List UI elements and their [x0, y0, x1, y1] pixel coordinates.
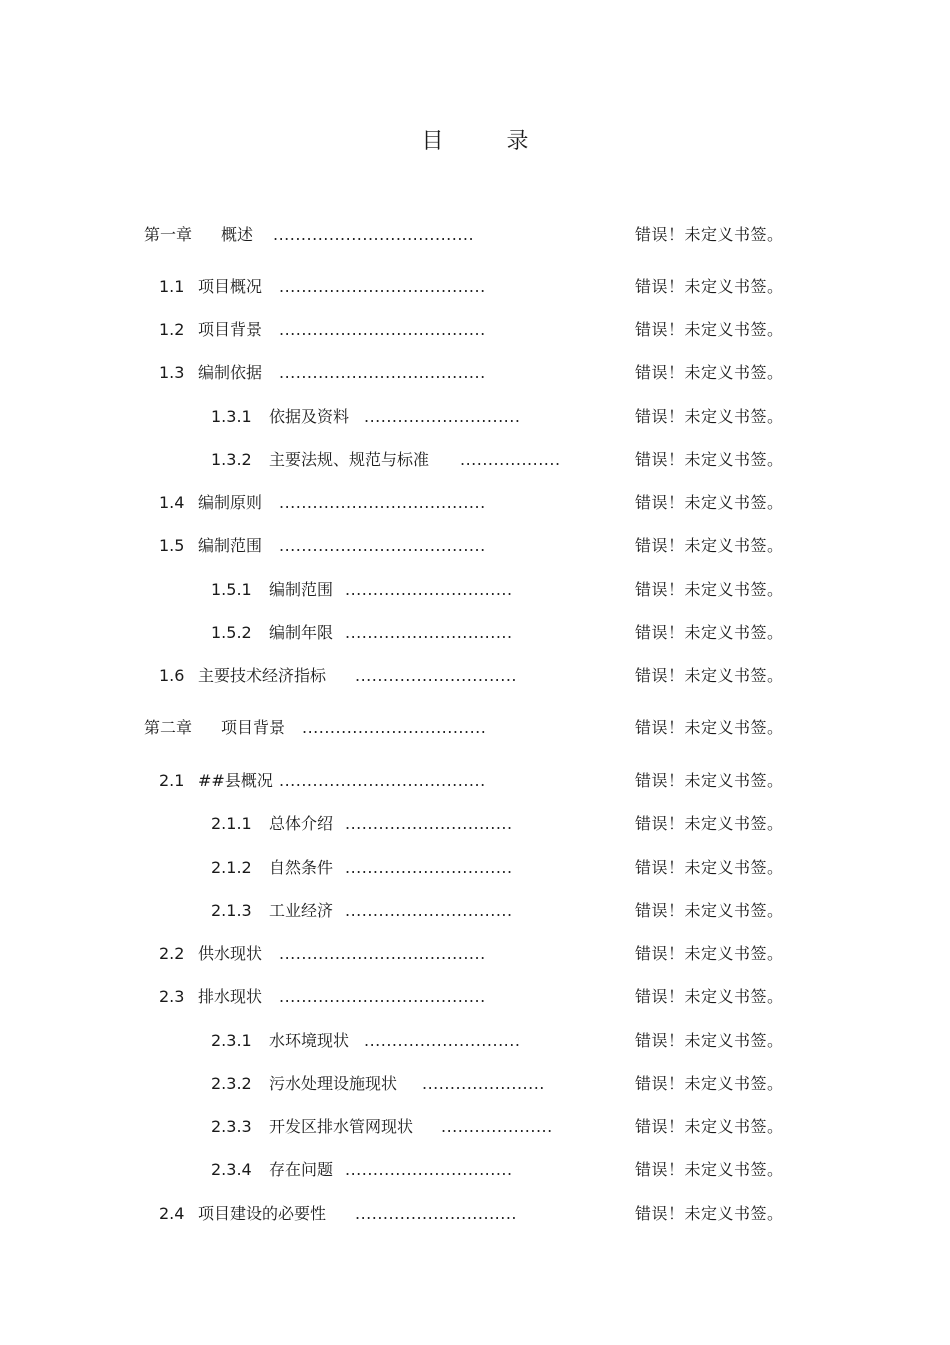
- toc-entry-2-1-1[interactable]: [0, 812, 950, 836]
- toc-page-ref: 错误！未定义书签。: [635, 987, 784, 1006]
- toc-leader-dots: .....................................: [279, 363, 486, 382]
- toc-leader-dots: .....................................: [279, 320, 486, 339]
- toc-leader-dots: ..............................: [345, 858, 513, 877]
- toc-leader-dots: ..............................: [345, 901, 513, 920]
- toc-leader-dots: ....................: [441, 1117, 553, 1136]
- toc-entry-1-3-1[interactable]: [0, 405, 950, 429]
- toc-leader-dots: ....................................: [273, 225, 475, 244]
- toc-entry-number: 2.3.3: [211, 1117, 252, 1136]
- toc-leader-dots: .............................: [355, 1204, 517, 1223]
- toc-leader-dots: .....................................: [279, 277, 486, 296]
- toc-entry-title: 主要技术经济指标: [198, 666, 327, 685]
- toc-page-ref: 错误！未定义书签。: [635, 580, 784, 599]
- toc-entry-1-6[interactable]: [0, 664, 950, 688]
- toc-entry-number: 2.1: [159, 771, 185, 790]
- toc-page-ref: 错误！未定义书签。: [635, 493, 784, 512]
- toc-entry-number: 1.5.1: [211, 580, 252, 599]
- toc-entry-2-3[interactable]: [0, 985, 950, 1009]
- toc-entry-number: 1.3.2: [211, 450, 252, 469]
- toc-page-ref: 错误！未定义书签。: [635, 1160, 784, 1179]
- toc-leader-dots: ......................: [422, 1074, 545, 1093]
- toc-leader-dots: .....................................: [279, 493, 486, 512]
- toc-entry-1-3-2[interactable]: [0, 448, 950, 472]
- toc-entry-title: 工业经济: [269, 901, 334, 920]
- toc-entry-1-4[interactable]: [0, 491, 950, 515]
- toc-entry-title: 项目背景: [221, 718, 286, 737]
- toc-leader-dots: ............................: [364, 1031, 521, 1050]
- toc-leader-dots: ..............................: [345, 814, 513, 833]
- toc-page-ref: 错误！未定义书签。: [635, 1074, 784, 1093]
- toc-leader-dots: .....................................: [279, 944, 486, 963]
- toc-entry-2-3-4[interactable]: [0, 1158, 950, 1182]
- toc-page-ref: 错误！未定义书签。: [635, 277, 784, 296]
- toc-entry-number: 2.1.2: [211, 858, 252, 877]
- toc-entry-1-3[interactable]: [0, 361, 950, 385]
- toc-entry-title: 污水处理设施现状: [269, 1074, 398, 1093]
- toc-page-ref: 错误！未定义书签。: [635, 450, 784, 469]
- toc-entry-ch1[interactable]: [0, 223, 950, 247]
- toc-title: 目 录: [421, 129, 557, 154]
- toc-entry-title: 自然条件: [269, 858, 334, 877]
- toc-entry-number: 1.5: [159, 536, 185, 555]
- toc-entry-title: 项目概况: [198, 277, 263, 296]
- toc-entry-title: 水环境现状: [269, 1031, 350, 1050]
- toc-page-ref: 错误！未定义书签。: [635, 944, 784, 963]
- toc-entry-2-3-3[interactable]: [0, 1115, 950, 1139]
- toc-page-ref: 错误！未定义书签。: [635, 901, 784, 920]
- toc-entry-number: 2.3.2: [211, 1074, 252, 1093]
- toc-page-ref: 错误！未定义书签。: [635, 1031, 784, 1050]
- toc-page-ref: 错误！未定义书签。: [635, 1117, 784, 1136]
- toc-entry-2-4[interactable]: [0, 1202, 950, 1226]
- toc-entry-2-2[interactable]: [0, 942, 950, 966]
- toc-entry-2-3-1[interactable]: [0, 1029, 950, 1053]
- toc-page-ref: 错误！未定义书签。: [635, 814, 784, 833]
- toc-page-ref: 错误！未定义书签。: [635, 225, 784, 244]
- toc-entry-number: 1.2: [159, 320, 185, 339]
- toc-entry-number: 2.3.1: [211, 1031, 252, 1050]
- toc-entry-number: 第一章: [144, 225, 193, 244]
- toc-entry-number: 1.3: [159, 363, 185, 382]
- toc-leader-dots: .....................................: [279, 987, 486, 1006]
- toc-entry-number: 2.3.4: [211, 1160, 252, 1179]
- toc-entry-1-1[interactable]: [0, 275, 950, 299]
- toc-entry-title: 供水现状: [198, 944, 263, 963]
- toc-entry-number: 1.3.1: [211, 407, 252, 426]
- toc-page-ref: 错误！未定义书签。: [635, 363, 784, 382]
- toc-entry-title: 项目背景: [198, 320, 263, 339]
- toc-page-ref: 错误！未定义书签。: [635, 1204, 784, 1223]
- toc-leader-dots: .............................: [355, 666, 517, 685]
- toc-leader-dots: ..............................: [345, 1160, 513, 1179]
- toc-page-ref: 错误！未定义书签。: [635, 407, 784, 426]
- toc-leader-dots: .................................: [302, 718, 487, 737]
- toc-page-ref: 错误！未定义书签。: [635, 718, 784, 737]
- toc-page-ref: 错误！未定义书签。: [635, 623, 784, 642]
- toc-entry-number: 1.5.2: [211, 623, 252, 642]
- toc-leader-dots: ..............................: [345, 580, 513, 599]
- toc-entry-title: 编制依据: [198, 363, 263, 382]
- toc-entry-1-5[interactable]: [0, 534, 950, 558]
- toc-entry-2-3-2[interactable]: [0, 1072, 950, 1096]
- toc-entry-2-1-3[interactable]: [0, 899, 950, 923]
- toc-entry-title: ##县概况: [198, 771, 273, 790]
- toc-entry-title: 存在问题: [269, 1160, 334, 1179]
- toc-entry-number: 1.4: [159, 493, 185, 512]
- toc-entry-title: 排水现状: [198, 987, 263, 1006]
- toc-entry-title: 总体介绍: [269, 814, 334, 833]
- toc-entry-1-2[interactable]: [0, 318, 950, 342]
- toc-page-ref: 错误！未定义书签。: [635, 858, 784, 877]
- toc-entry-2-1-2[interactable]: [0, 856, 950, 880]
- toc-leader-dots: ............................: [364, 407, 521, 426]
- toc-entry-ch2[interactable]: [0, 716, 950, 740]
- toc-page-ref: 错误！未定义书签。: [635, 666, 784, 685]
- toc-leader-dots: ..................: [460, 450, 561, 469]
- toc-entry-title: 编制范围: [269, 580, 334, 599]
- toc-entry-title: 依据及资料: [269, 407, 350, 426]
- toc-entry-1-5-2[interactable]: [0, 621, 950, 645]
- toc-entry-number: 2.3: [159, 987, 185, 1006]
- toc-leader-dots: ..............................: [345, 623, 513, 642]
- toc-entry-number: 2.1.3: [211, 901, 252, 920]
- toc-entry-number: 1.1: [159, 277, 185, 296]
- toc-page-ref: 错误！未定义书签。: [635, 536, 784, 555]
- toc-entry-title: 项目建设的必要性: [198, 1204, 327, 1223]
- toc-entry-2-1[interactable]: [0, 769, 950, 793]
- toc-entry-number: 第二章: [144, 718, 193, 737]
- toc-entry-number: 1.6: [159, 666, 185, 685]
- toc-leader-dots: .....................................: [279, 536, 486, 555]
- toc-entry-number: 2.4: [159, 1204, 185, 1223]
- toc-entry-title: 主要法规、规范与标准: [269, 450, 430, 469]
- toc-entry-title: 编制范围: [198, 536, 263, 555]
- toc-entry-number: 2.1.1: [211, 814, 252, 833]
- toc-entry-title: 开发区排水管网现状: [269, 1117, 414, 1136]
- toc-leader-dots: .....................................: [279, 771, 486, 790]
- toc-entry-title: 编制年限: [269, 623, 334, 642]
- toc-page-ref: 错误！未定义书签。: [635, 320, 784, 339]
- toc-entry-title: 概述: [221, 225, 254, 244]
- toc-entry-title: 编制原则: [198, 493, 263, 512]
- toc-page-ref: 错误！未定义书签。: [635, 771, 784, 790]
- toc-entry-1-5-1[interactable]: [0, 578, 950, 602]
- toc-entry-number: 2.2: [159, 944, 185, 963]
